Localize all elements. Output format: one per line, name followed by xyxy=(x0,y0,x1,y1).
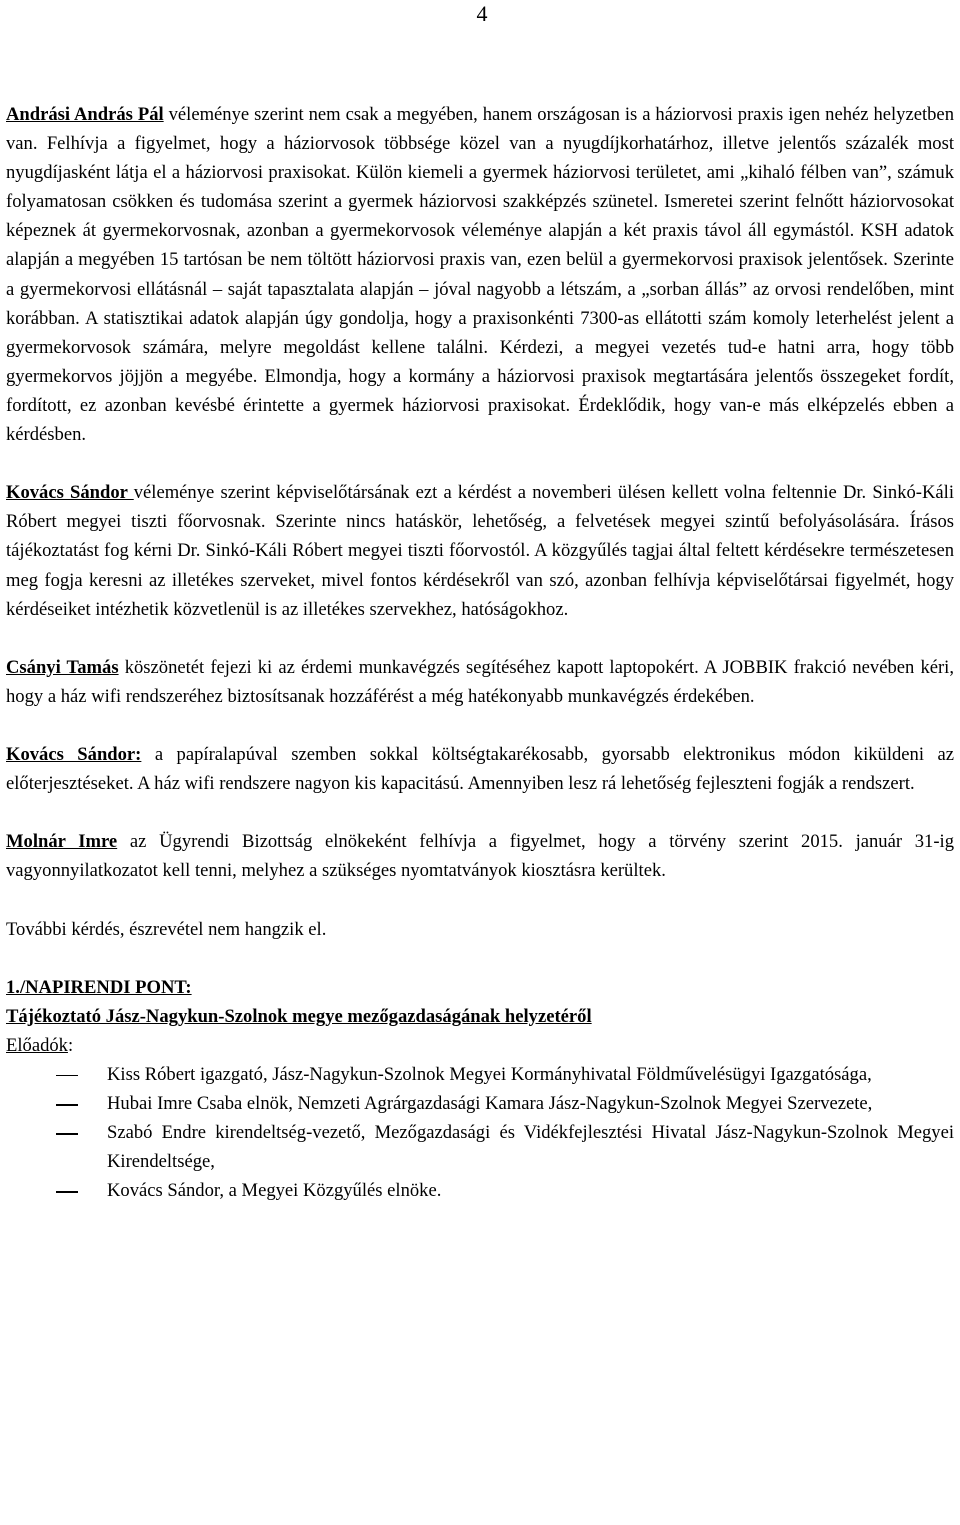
speaker-name: Kovács Sándor: xyxy=(6,744,142,766)
list-item xyxy=(6,1089,954,1118)
document-body xyxy=(6,100,954,1206)
list-item xyxy=(6,1060,954,1089)
agenda-title: Tájékoztató Jász-Nagykun-Szolnok megye mezőgazdaságának helyzetéről xyxy=(6,1005,592,1027)
paragraph-molnar xyxy=(6,827,954,885)
presenters-colon: : xyxy=(67,1035,74,1056)
speaker-name: Molnár Imre xyxy=(6,831,118,853)
presenters-label: Előadók xyxy=(6,1035,68,1056)
closing-text: További kérdés, észrevétel nem hangzik el. xyxy=(6,918,327,940)
presenter-text: Kovács Sándor, a Megyei Közgyűlés elnöke. xyxy=(107,1180,442,1202)
list-item xyxy=(6,1118,954,1176)
paragraph-kovacs-2 xyxy=(6,740,954,798)
agenda-heading: 1./NAPIRENDI PONT: xyxy=(6,976,192,998)
speaker-name: Csányi Tamás xyxy=(6,656,119,678)
list-item xyxy=(6,1176,954,1205)
paragraph-text: véleménye szerint nem csak a megyében, hanem országosan is a háziorvosi praxis igen nehéz helyzetben van. Felhívja a figyelmet, hogy a háziorvosok többsége közel van a nyugdíjkorhatárhoz, illetve jelentős százalék most nyugdíjasként látja el a háziorvosi praxisokat. Külön kiemeli a gyermek háziorvosi területet, ami „kihaló félben van”, számuk folyamatosan csökken és tudomása szerint a gyermek háziorvosi szakképzés szünetel. Ismeretei szerint felnőtt háziorvosokat képeznek át gyermekorvosnak, azonban a gyermekorvosok véleménye alapján a két praxis távol áll egymástól. KSH adatok alapján a megyében 15 tartósan be nem töltött háziorvosi praxis van, ezen belül a gyermekorvosi praxisok jelentősek. Szerinte a gyermekorvosi ellátásnál – saját tapasztalata alapján – jóval nagyobb a létszám, a „sorban állás” az orvosi rendelőben, mint korábban. A statisztikai adatok alapján úgy gondolja, hogy a praxisonkénti 7300-as ellátotti szám komoly leterhelést jelent a gyermekorvosok számára, melyre megoldást kellene találni. Kérdezi, a megyei vezetés tud-e hatni arra, hogy több gyermekorvos jöjjön a megyébe. Elmondja, hogy a kormány a háziorvosi praxisok megtartására jelentős összegeket fordít, fordított, ez azonban kevésbé érintette a gyermek háziorvosi praxisokat. Érdeklődik, hogy van-e más elképzelés ebben a kérdésben. xyxy=(6,104,954,446)
paragraph-kovacs-1 xyxy=(6,478,954,623)
paragraph-text: véleménye szerint képviselőtársának ezt a kérdést a novemberi ülésen kellett volna feltennie Dr. Sinkó-Káli Róbert megyei tiszti főorvosnak. Szerinte nincs hatáskör, lehetőség, a felvetések megyei szintű befolyásolására. Írásos tájékoztatást fog kérni Dr. Sinkó-Káli Róbert megyei tiszti főorvostól. A közgyűlés tagjai által feltett kérdésekre természetesen meg fogja keresni az illetékes szerveket, mivel fontos kérdésekről van szó, azonban felhívja képviselőtársai figyelmét, hogy kérdéseiket intézhetik közvetlenül is az illetékes szervekhez, hatóságokhoz. xyxy=(6,482,954,620)
presenter-text: Hubai Imre Csaba elnök, Nemzeti Agrárgazdasági Kamara Jász-Nagykun-Szolnok Megyei Szervezete, xyxy=(107,1093,873,1115)
paragraph-text: az Ügyrendi Bizottság elnökeként felhívja a figyelmet, hogy a törvény szerint 2015. január 31-ig vagyonnyilatkozatot kell tenni, melyhez a szükséges nyomtatványok kiosztásra kerültek. xyxy=(6,831,954,882)
paragraph-text: köszönetét fejezi ki az érdemi munkavégzés segítéséhez kapott laptopokért. A JOBBIK frakció nevében kéri, hogy a ház wifi rendszeréhez biztosítsanak hozzáférést a még hatékonyabb munkavégzés érdekében. xyxy=(6,656,954,707)
paragraph-andrasi xyxy=(6,100,954,449)
paragraph-csanyi xyxy=(6,653,954,711)
page-number: 4 xyxy=(476,1,488,26)
presenters-label-line xyxy=(6,1031,954,1060)
speaker-name: Kovács Sándor xyxy=(6,482,134,504)
paragraph-text: a papíralapúval szemben sokkal költségtakarékosabb, gyorsabb elektronikus módon kiküldeni az előterjesztéseket. A ház wifi rendszere nagyon kis kapacitású. Amennyiben lesz rá lehetőség fejleszteni fogják a rendszert. xyxy=(6,744,954,795)
speaker-name: Andrási András Pál xyxy=(6,104,164,125)
presenter-text: Kiss Róbert igazgató, Jász-Nagykun-Szolnok Megyei Kormányhivatal Földművelésügyi Igazgatósága, xyxy=(107,1064,872,1086)
presenters-list xyxy=(6,1060,954,1205)
presenter-text: Szabó Endre kirendeltség-vezető, Mezőgazdasági és Vidékfejlesztési Hivatal Jász-Nagykun-Szolnok Megyei Kirendeltsége, xyxy=(107,1122,954,1173)
